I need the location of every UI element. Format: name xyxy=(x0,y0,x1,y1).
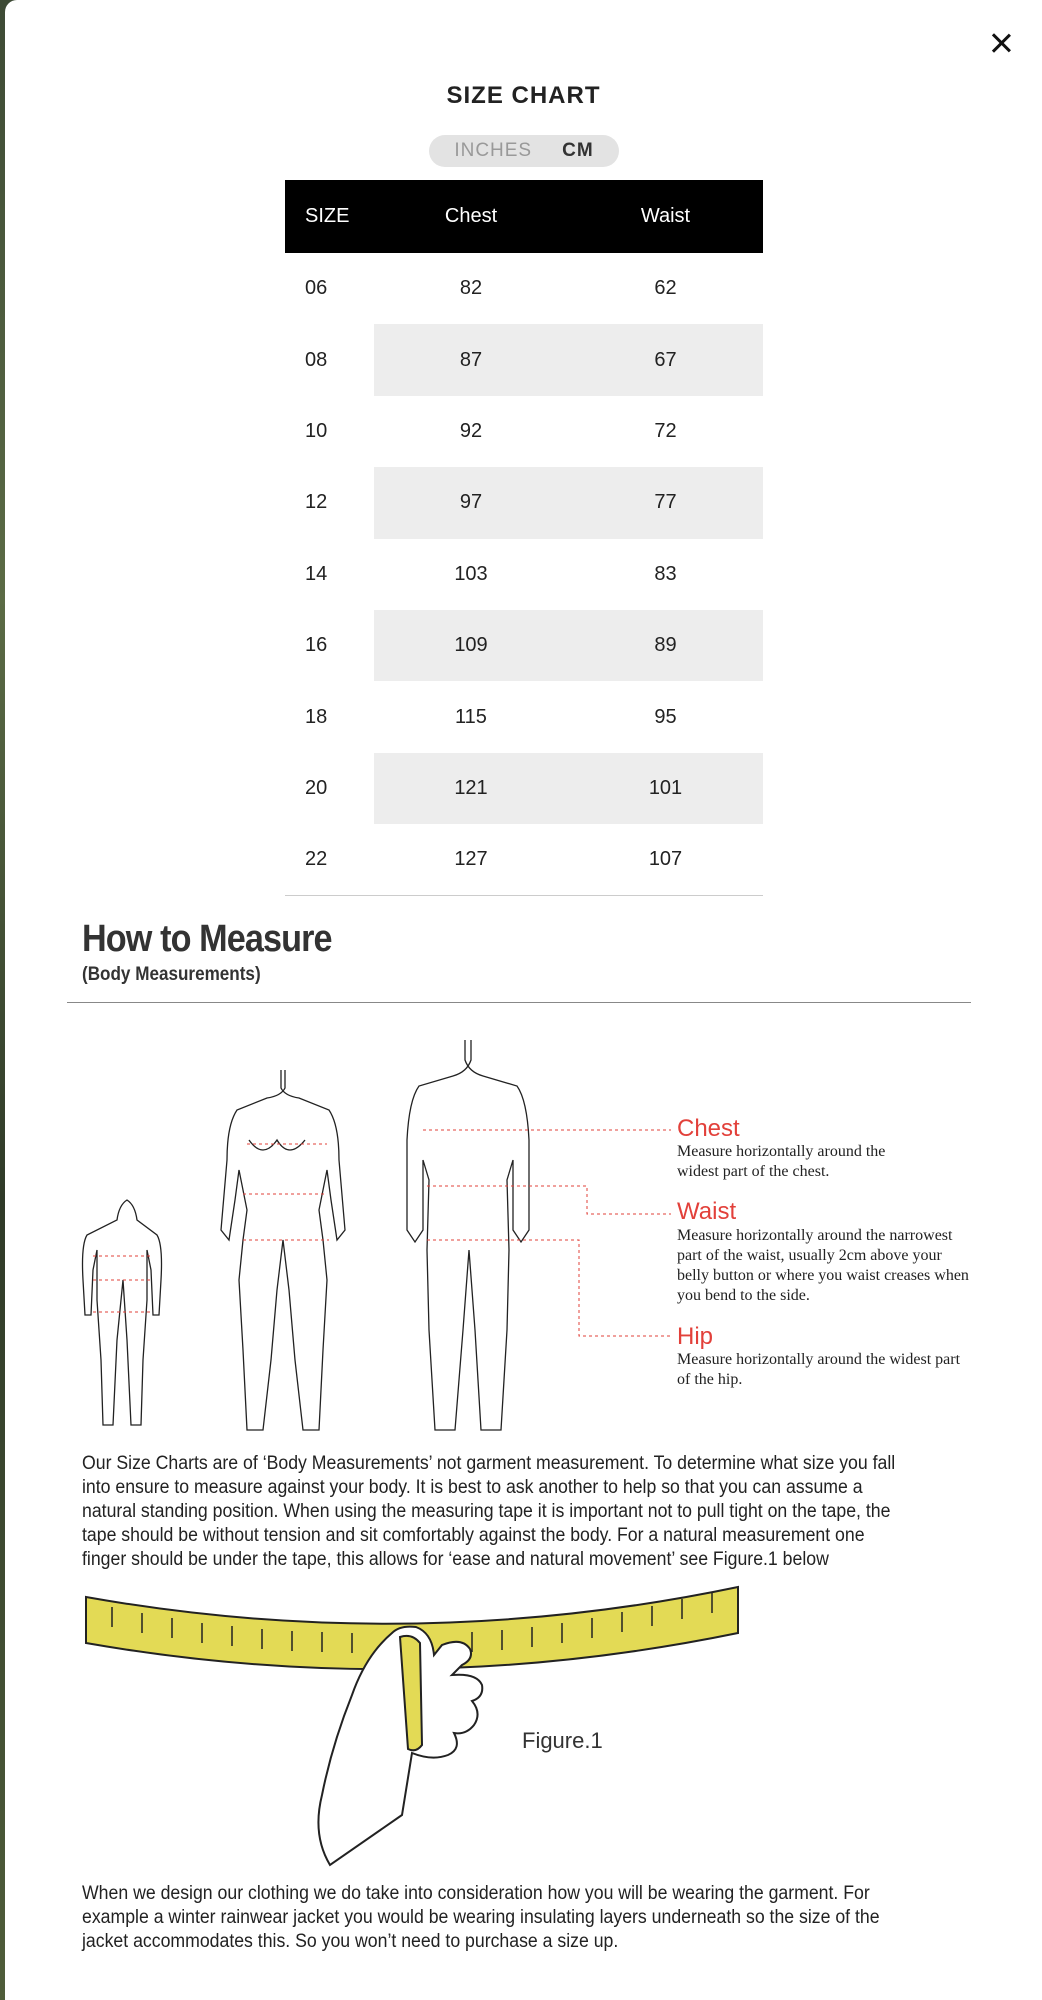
design-consideration-text: When we design our clothing we do take into consideration how you will be wearing the garment. For example a winter rainwear jacket you would be wearing insulating layers underneath so the size of the jacket accommodates this. So you won’t need to purchase a size up. xyxy=(82,1883,880,1952)
size-chart-modal xyxy=(5,0,1042,2000)
section-divider xyxy=(67,1002,971,1003)
hip-description: Measure horizontally around the widest part of the hip. xyxy=(677,1351,961,1388)
man-figure-icon xyxy=(407,1040,529,1430)
waist-description: Measure horizontally around the narrowest part of the waist, usually 2cm above your belly button or where you waist creases when you bend to the side. xyxy=(677,1227,969,1304)
column-header-chest: Chest xyxy=(374,180,568,253)
size-cell: 08 xyxy=(305,348,328,371)
hip-label: Hip xyxy=(677,1323,714,1350)
column-header-waist: Waist xyxy=(568,180,763,253)
waist-cell: 62 xyxy=(654,277,677,300)
unit-inches-option[interactable]: INCHES xyxy=(454,140,533,161)
chest-cell: 127 xyxy=(374,824,568,895)
table-row xyxy=(285,324,763,395)
size-cell: 14 xyxy=(305,562,328,585)
size-cell: 10 xyxy=(305,419,328,442)
size-cell: 06 xyxy=(305,277,328,300)
waist-cell: 101 xyxy=(568,753,763,824)
table-row xyxy=(285,824,763,895)
size-cell: 18 xyxy=(305,705,328,728)
table-row xyxy=(285,253,763,324)
table-row xyxy=(285,681,763,752)
waist-cell: 89 xyxy=(568,610,763,681)
table-row xyxy=(285,753,763,824)
waist-cell: 67 xyxy=(568,324,763,395)
unit-toggle[interactable] xyxy=(429,135,619,167)
size-cell: 20 xyxy=(305,776,328,799)
how-to-measure-heading: How to Measure xyxy=(82,918,332,960)
chest-cell: 109 xyxy=(374,610,568,681)
close-icon[interactable] xyxy=(986,28,1016,58)
size-cell: 16 xyxy=(305,634,328,657)
how-to-measure-subheading: (Body Measurements) xyxy=(82,964,261,985)
chest-description: Measure horizontally around the widest part of the chest. xyxy=(677,1143,886,1180)
chest-cell: 87 xyxy=(374,324,568,395)
chest-cell: 121 xyxy=(374,753,568,824)
size-cell: 22 xyxy=(285,824,374,895)
chest-label: Chest xyxy=(677,1115,740,1142)
chest-cell: 103 xyxy=(454,562,488,585)
unit-cm-option[interactable]: CM xyxy=(562,140,594,161)
measuring-tape-illustration xyxy=(82,1585,742,1870)
waist-cell: 72 xyxy=(654,419,677,442)
chest-cell: 92 xyxy=(459,419,483,442)
size-table xyxy=(285,180,763,896)
modal-title: SIZE CHART xyxy=(446,82,601,109)
size-cell: 12 xyxy=(305,491,328,514)
table-row xyxy=(285,467,763,538)
table-header-row xyxy=(285,180,763,253)
woman-figure-icon xyxy=(221,1070,345,1430)
chest-cell: 82 xyxy=(459,277,483,300)
table-row xyxy=(285,610,763,681)
waist-cell: 83 xyxy=(654,562,677,585)
chest-cell: 97 xyxy=(374,467,568,538)
waist-cell: 95 xyxy=(654,705,677,728)
waist-cell: 107 xyxy=(568,824,763,895)
figure-caption: Figure.1 xyxy=(522,1728,603,1753)
waist-cell: 77 xyxy=(568,467,763,538)
measurement-guidance-text: Our Size Charts are of ‘Body Measurements’ not garment measurement. To determine what size you fall into ensure to measure against your body. It is best to ask another to help so that you can assume a natural standing position. When using the measuring tape it is important not to pull tight on the tape, the tape should be without tension and sit comfortably against the body. For a natural measurement one finger should be under the tape, this allows for ‘ease and natural movement’ see Figure.1 below xyxy=(82,1453,896,1570)
table-row xyxy=(285,396,763,467)
chest-cell: 115 xyxy=(455,705,487,728)
column-header-size: SIZE xyxy=(285,180,374,253)
waist-label: Waist xyxy=(677,1198,737,1225)
body-measurement-illustration xyxy=(67,1030,687,1450)
table-row xyxy=(285,539,763,610)
